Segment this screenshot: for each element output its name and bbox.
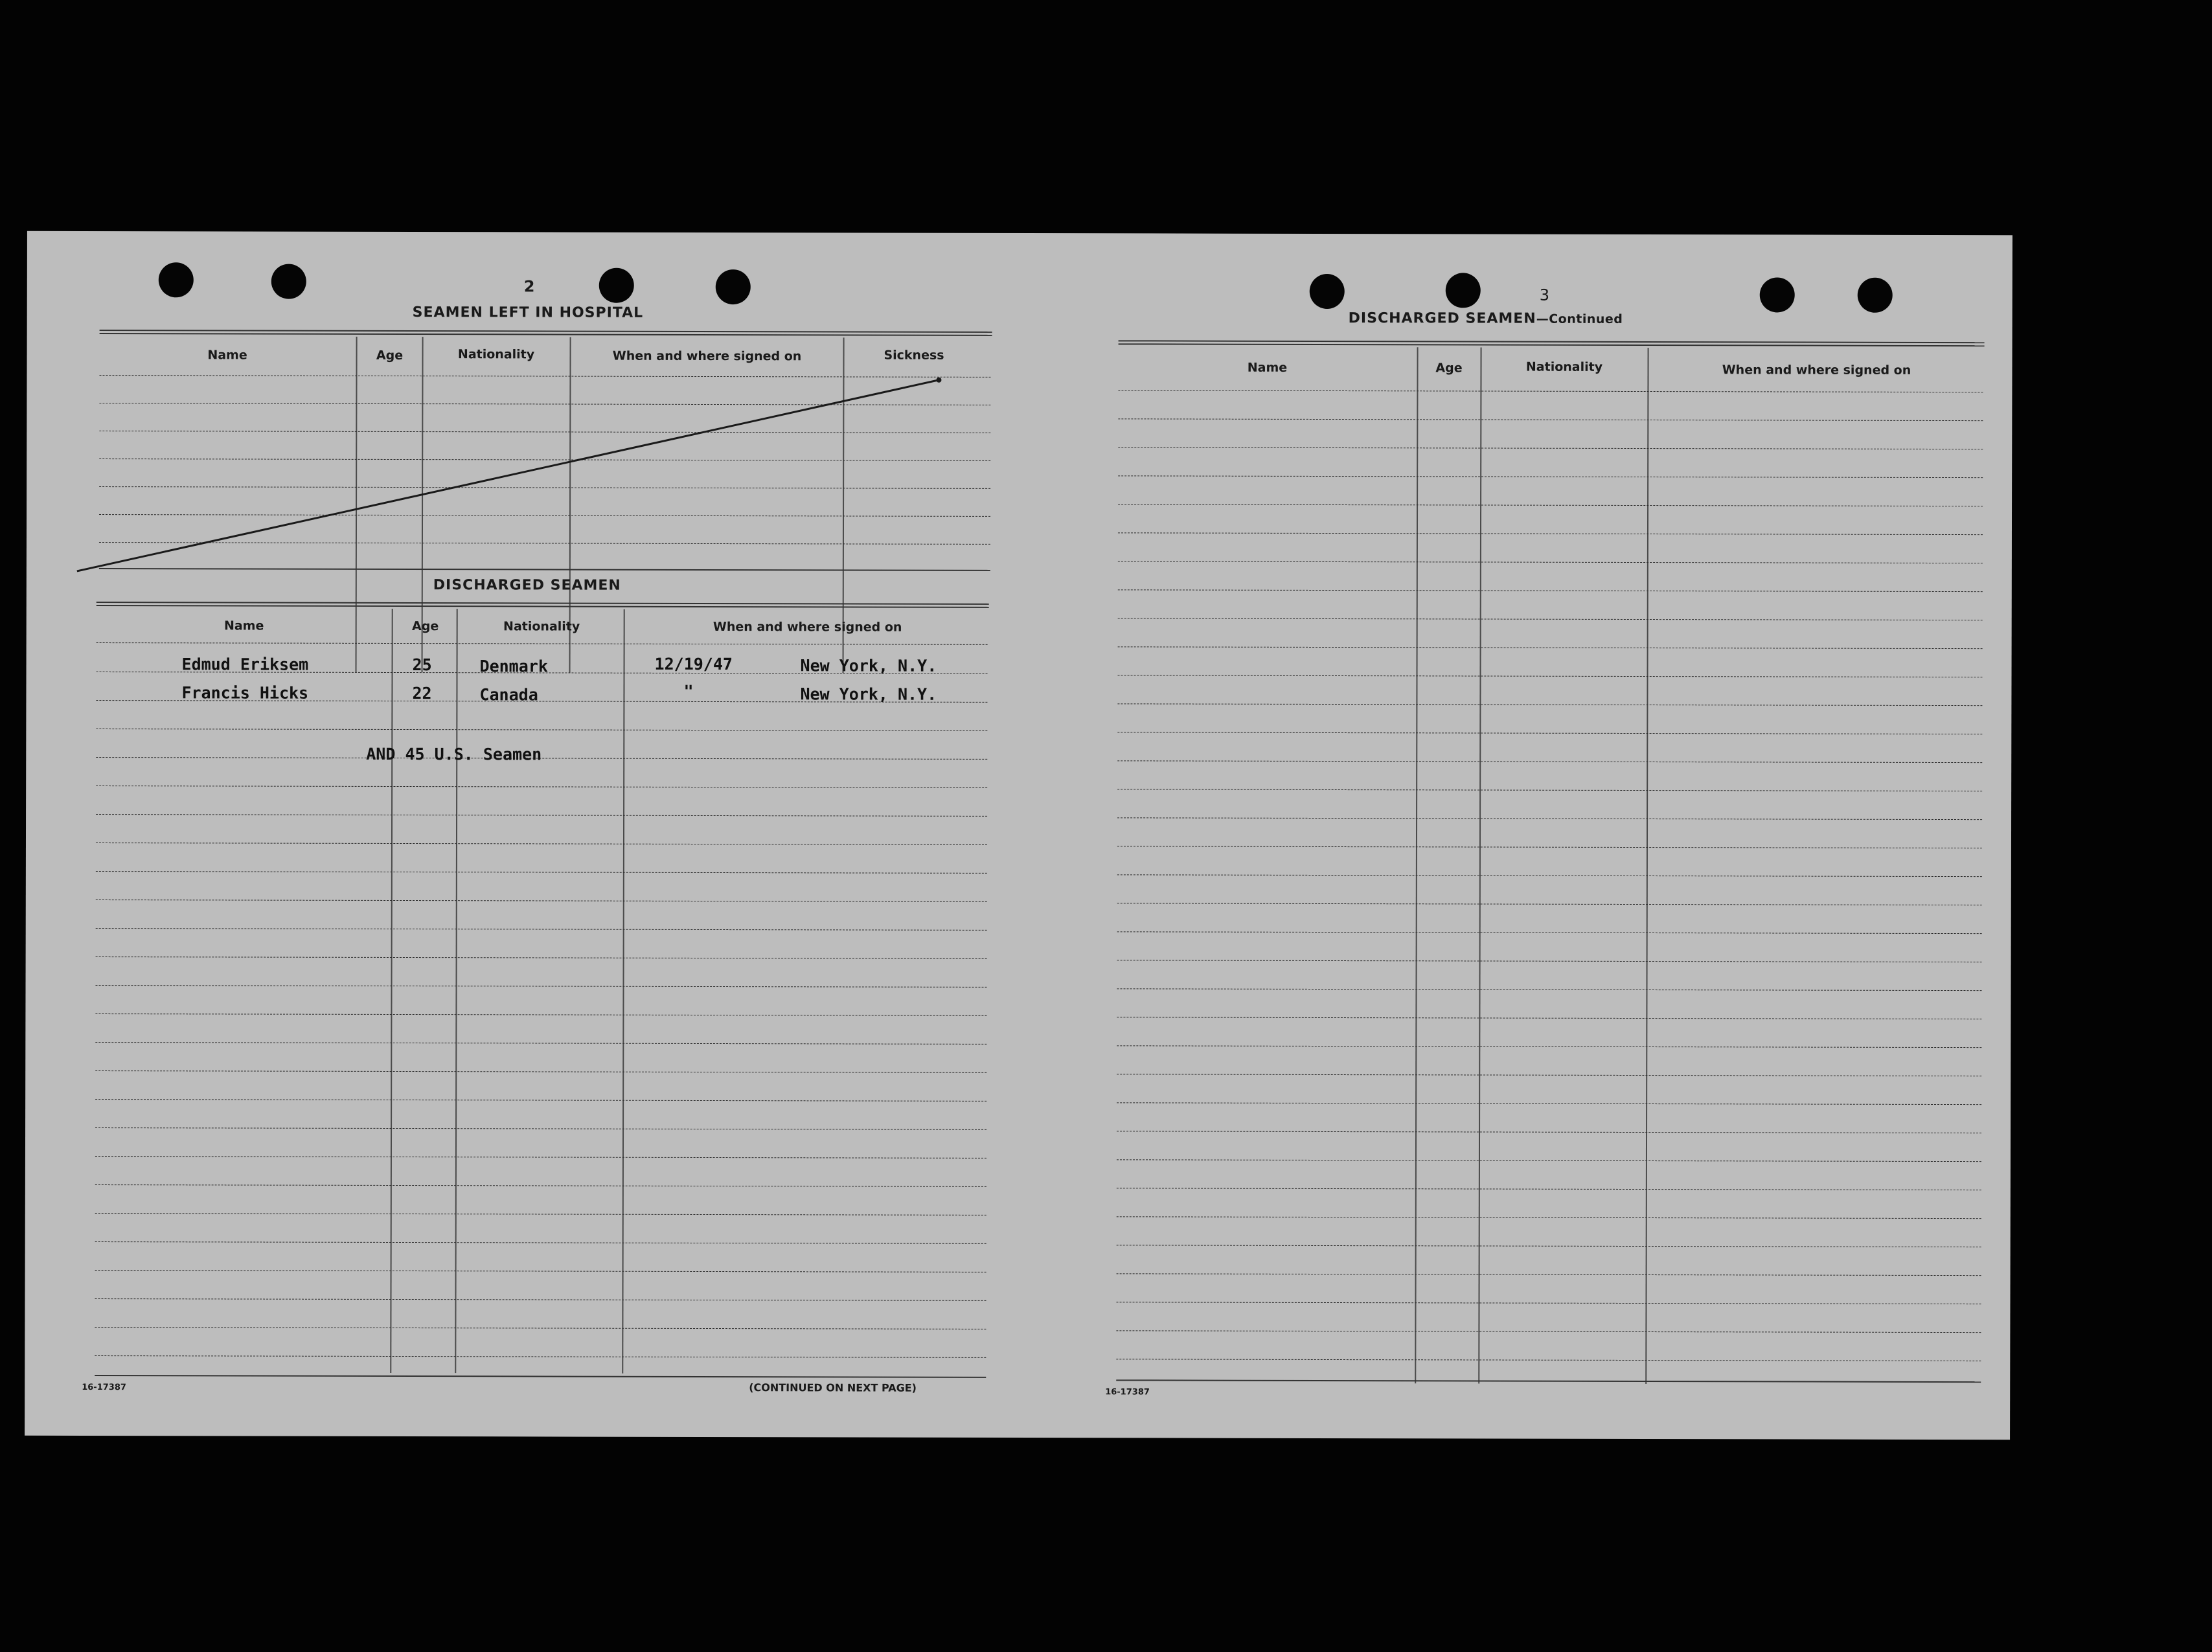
punch-hole [1310, 274, 1345, 309]
discharged-row-line [96, 985, 987, 988]
right-row-line [1118, 675, 1983, 677]
discharged-table-top-rule [97, 602, 989, 608]
right-row-line [1118, 447, 1983, 449]
right-row-line [1117, 1074, 1981, 1076]
right-row-line [1117, 931, 1982, 934]
discharged-row-line [96, 956, 987, 959]
discharged-name: Edmud Eriksem [181, 655, 309, 674]
title-continued: —Continued [1536, 311, 1623, 326]
punch-hole [1858, 278, 1893, 313]
discharged-date: " [683, 681, 694, 701]
right-table-top-rule [1119, 340, 1985, 346]
discharged-row-line [96, 729, 987, 731]
discharged-continued-title [1349, 310, 1623, 327]
right-row-line [1117, 1159, 1981, 1162]
page-number: 2 [523, 277, 535, 296]
discharged-age: 25 [412, 655, 432, 675]
discharged-row-line [95, 1213, 986, 1216]
hospital-col-nationality: Nationality [457, 347, 535, 362]
form-number: 16-17387 [82, 1382, 126, 1393]
right-col-name: Name [1247, 360, 1288, 375]
discharged-section-title: DISCHARGED SEAMEN [433, 577, 621, 594]
right-row-line [1117, 1216, 1981, 1219]
discharged-age: 22 [412, 684, 432, 703]
discharged-row-line [95, 1184, 986, 1187]
right-col-divider [1645, 348, 1648, 1384]
discharged-row-line [95, 1241, 986, 1244]
discharged-row-line [95, 1127, 986, 1130]
right-row-line [1117, 789, 1982, 791]
hospital-col-sickness: Sickness [884, 348, 944, 363]
discharged-col-name: Name [223, 618, 264, 633]
right-row-line [1117, 960, 1982, 962]
form-number: 16-17387 [1105, 1387, 1150, 1397]
discharged-row-line [95, 1270, 986, 1273]
right-row-line [1116, 1330, 1981, 1333]
right-row-line [1117, 703, 1982, 706]
right-col-divider [1478, 347, 1481, 1383]
discharged-row-line [95, 1099, 986, 1102]
discharged-nationality: Canada [479, 685, 538, 705]
title-main: DISCHARGED SEAMEN [1348, 310, 1536, 327]
right-row-line [1117, 1017, 1981, 1019]
right-row-line [1117, 1045, 1981, 1048]
discharged-row-line [96, 900, 987, 902]
right-row-line [1118, 589, 1983, 592]
discharged-date: 12/19/47 [654, 654, 733, 674]
right-row-line [1118, 504, 1983, 506]
hospital-strike-line [27, 231, 1038, 596]
right-row-line [1117, 988, 1982, 991]
continued-note: (CONTINUED ON NEXT PAGE) [749, 1381, 917, 1394]
right-row-line [1118, 561, 1983, 563]
right-row-line [1117, 760, 1982, 763]
discharged-row-line [95, 1355, 986, 1358]
right-col-age: Age [1435, 361, 1463, 376]
right-row-line [1117, 1131, 1981, 1133]
us-seamen-note: AND 45 U.S. Seamen [366, 744, 542, 764]
right-col-signed-on: When and where signed on [1722, 363, 1911, 378]
right-row-line [1117, 817, 1982, 820]
right-row-line [1116, 1302, 1981, 1304]
right-page [1035, 233, 2012, 1440]
discharged-col-divider [390, 609, 393, 1373]
discharged-table-bottom [95, 1375, 986, 1378]
right-row-line [1118, 390, 1983, 392]
right-row-line [1117, 732, 1982, 734]
right-row-line [1117, 1102, 1981, 1105]
discharged-row-line [97, 642, 988, 645]
right-table-bottom [1116, 1379, 1981, 1383]
discharged-name: Francis Hicks [181, 683, 309, 703]
right-row-line [1117, 1273, 1981, 1276]
discharged-row-line [96, 786, 987, 788]
right-row-line [1117, 903, 1982, 905]
hospital-col-name: Name [207, 348, 247, 363]
discharged-place: New York, N.Y. [800, 685, 937, 704]
right-row-line [1118, 475, 1983, 478]
hospital-section-title: SEAMEN LEFT IN HOSPITAL [412, 304, 644, 321]
discharged-row-line [95, 1156, 986, 1159]
right-row-line [1118, 618, 1983, 620]
discharged-row-line [96, 843, 987, 845]
right-col-nationality: Nationality [1525, 359, 1603, 374]
discharged-row-line [96, 757, 987, 760]
punch-hole [1446, 273, 1481, 308]
discharged-row-line [95, 1042, 986, 1045]
right-row-line [1118, 646, 1983, 649]
page-number: 3 [1539, 286, 1550, 304]
discharged-nationality: Denmark [479, 657, 548, 676]
right-row-line [1116, 1359, 1981, 1361]
discharged-col-nationality: Nationality [503, 619, 580, 634]
right-row-line [1118, 532, 1983, 535]
document-sheet [25, 231, 2012, 1440]
discharged-row-line [95, 1327, 986, 1330]
discharged-col-divider [455, 609, 457, 1373]
right-row-line [1117, 1188, 1981, 1190]
discharged-row-line [96, 814, 987, 817]
punch-hole [1760, 277, 1795, 312]
discharged-col-signed-on: When and where signed on [713, 620, 902, 635]
right-row-line [1118, 418, 1983, 421]
discharged-row-line [96, 871, 987, 874]
right-col-divider [1415, 347, 1418, 1383]
right-row-line [1117, 1245, 1981, 1247]
right-row-line [1117, 846, 1982, 848]
discharged-row-line [96, 928, 987, 931]
discharged-col-age: Age [412, 619, 439, 634]
hospital-col-age: Age [376, 348, 404, 363]
discharged-row-line [95, 1013, 986, 1016]
discharged-row-line [95, 1298, 986, 1301]
discharged-row-line [95, 1070, 986, 1073]
left-page [25, 231, 1038, 1438]
hospital-col-signed-on: When and where signed on [612, 348, 802, 364]
discharged-place: New York, N.Y. [800, 656, 937, 675]
discharged-col-divider [622, 609, 624, 1374]
right-row-line [1117, 874, 1982, 877]
